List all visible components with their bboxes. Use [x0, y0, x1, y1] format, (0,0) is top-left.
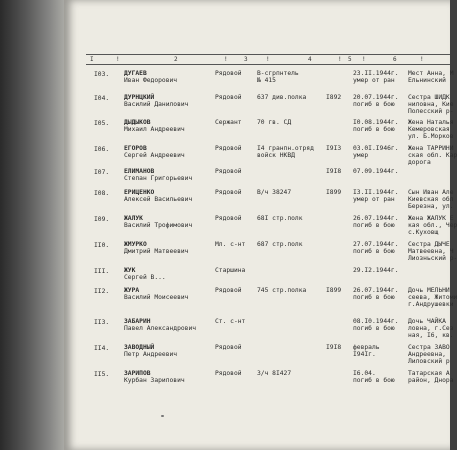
- unit: 70 гв. СД: [257, 119, 292, 126]
- relatives-line-2: Ельнинский: [408, 77, 446, 84]
- header-col-5: 5: [348, 56, 352, 63]
- header-col-2: 2: [174, 56, 178, 63]
- unit: 637 див.полка: [257, 94, 307, 101]
- table-row: [64, 189, 454, 215]
- row-number: II3.: [94, 319, 110, 326]
- header-col-4: 4: [308, 56, 312, 63]
- relatives-line-1: Жена ТАРРИНИ: [408, 145, 454, 152]
- given-name: Степан Григорьевич: [124, 175, 193, 182]
- given-name: Петр Андреевич: [124, 351, 178, 358]
- relatives-line-2: ловна, г.Сез: [408, 325, 454, 332]
- given-name: Сергей Андреевич: [124, 152, 185, 159]
- given-name: Алексей Васильевич: [124, 196, 193, 203]
- row-number: I09.: [94, 216, 110, 223]
- table-row: [64, 370, 454, 396]
- book-gutter: [0, 0, 64, 450]
- surname: ДЫДЫКОВ: [124, 119, 151, 126]
- relatives-line-2: Кемеровская: [408, 126, 450, 133]
- given-name: Василий Данилович: [124, 101, 189, 108]
- header-sep: !: [420, 56, 424, 63]
- rank: Рядовой: [215, 370, 242, 377]
- rank: Рядовой: [215, 70, 242, 77]
- relatives-line-3: с.Куховщ: [408, 229, 439, 236]
- relatives-line-1: Сын Иван Але: [408, 189, 454, 196]
- death-date: 03.0I.I946г.: [353, 145, 399, 152]
- death-date: 07.09.1944г.: [353, 168, 399, 175]
- relatives-line-3: Лиловский р: [408, 358, 450, 365]
- row-number: II4.: [94, 345, 110, 352]
- rank: Рядовой: [215, 145, 242, 152]
- table-row: [64, 119, 454, 145]
- death-date: I3.II.1944г.: [353, 189, 399, 196]
- birth-year: I899: [326, 189, 342, 196]
- surname: ЗАБАРИН: [124, 318, 151, 325]
- unit: 68I стр.полк: [257, 215, 303, 222]
- relatives-line-1: Дочь МЕЛЬНИ: [408, 287, 450, 294]
- relatives-line-2: район, Днора: [408, 377, 454, 384]
- rank: Мл. с-нт: [215, 241, 246, 248]
- death-cause: погиб в бою: [353, 101, 395, 108]
- relatives-line-2: Киевская обл: [408, 196, 454, 203]
- rank: Рядовой: [215, 168, 242, 175]
- ink-speck: [161, 415, 164, 417]
- unit: З/ч 8I427: [257, 370, 292, 377]
- surname: ДУРНЦКИЙ: [124, 94, 155, 101]
- relatives-line-3: ул. Б.Морков: [408, 133, 454, 140]
- relatives-line-3: ная, I6, кв.: [408, 332, 454, 339]
- rank: Сержант: [215, 119, 242, 126]
- given-name: Василий Моисеевич: [124, 294, 189, 301]
- given-name: Василий Трофимович: [124, 222, 193, 229]
- surname: ЕГОРОВ: [124, 145, 147, 152]
- unit: В/ч 38247: [257, 189, 292, 196]
- relatives-line-2: кая обл., Чер: [408, 222, 457, 229]
- row-number: I05.: [94, 120, 110, 127]
- row-number: I07.: [94, 169, 110, 176]
- table-row: [64, 94, 454, 120]
- relatives-line-2: ская обл. Кар: [408, 152, 457, 159]
- relatives-line-1: Жена Наталья: [408, 119, 454, 126]
- death-date: 26.07.1944г.: [353, 215, 399, 222]
- surname: ЖУК: [124, 267, 136, 274]
- birth-year: I899: [326, 287, 342, 294]
- relatives-line-1: Татарская А: [408, 370, 450, 377]
- relatives-line-3: Березна, ул.: [408, 203, 454, 210]
- surname: ЖУРА: [124, 287, 140, 294]
- relatives-line-2: сеева, Житоми: [408, 294, 457, 301]
- relatives-line-3: Полесский р-: [408, 108, 454, 115]
- row-number: I08.: [94, 190, 110, 197]
- given-name: Дмитрий Матвеевич: [124, 248, 189, 255]
- unit-line-2: войск НКВД: [257, 152, 295, 159]
- table-row: [64, 287, 457, 313]
- surname: ЗАРИПОВ: [124, 370, 151, 377]
- header-sep: !: [224, 56, 228, 63]
- unit: 687 стр.полк: [257, 241, 303, 248]
- rank: Ст. с-нт: [215, 318, 246, 325]
- surname: ЖАЛУК: [124, 215, 143, 222]
- surname: ДУГАЕВ: [124, 70, 147, 77]
- rank: Старшина: [215, 267, 246, 274]
- unit: I4 гранпн.отряд: [257, 145, 314, 152]
- relatives-line-3: дорога: [408, 159, 431, 166]
- death-cause: умер от ран: [353, 196, 395, 203]
- relatives-line-1: Дочь ЧАЙКА: [408, 318, 446, 325]
- table-row: [64, 241, 457, 267]
- death-cause: умер: [353, 152, 369, 159]
- given-name: Павел Александрович: [124, 325, 197, 332]
- header-sep: !: [362, 56, 366, 63]
- relatives-line-1: Сестра ДЫЧЕ: [408, 241, 450, 248]
- relatives-line-2: ниловна, Кие: [408, 101, 454, 108]
- death-date: 23.II.1944г.: [353, 70, 399, 77]
- relatives-line-3: г.Андрушевки: [408, 301, 454, 308]
- unit: 745 стр.полка: [257, 287, 307, 294]
- birth-year: I9I8: [326, 168, 342, 175]
- header-col-3: 3: [244, 56, 248, 63]
- death-date: февраль: [353, 344, 380, 351]
- table-row: [64, 215, 457, 241]
- relatives-line-1: Сестра ЗАВО: [408, 344, 450, 351]
- surname: ЕЛИМАНОВ: [124, 168, 155, 175]
- death-cause: погиб в бою: [353, 377, 395, 384]
- rank: Рядовой: [215, 189, 242, 196]
- given-name: Михаил Андреевич: [124, 126, 185, 133]
- row-number: I04.: [94, 95, 110, 102]
- row-number: I03.: [94, 71, 110, 78]
- birth-year: I9I8: [326, 344, 342, 351]
- given-name: Иван Федорович: [124, 77, 178, 84]
- relatives-line-1: Мест Анна, М: [408, 70, 454, 77]
- document-page: [64, 0, 457, 450]
- row-number: II5.: [94, 371, 110, 378]
- death-date: 20.07.1944г.: [353, 94, 399, 101]
- death-date: 27.07.1944г.: [353, 241, 399, 248]
- birth-year: I892: [326, 94, 342, 101]
- death-cause: погиб в бою: [353, 294, 395, 301]
- header-col-6: 6: [393, 56, 397, 63]
- row-number: II2.: [94, 288, 110, 295]
- row-number: II0.: [94, 242, 110, 249]
- relatives-line-3: Лиозньский р-: [408, 255, 457, 262]
- relatives-line-1: Жена ЖАЛУК Е: [408, 215, 454, 222]
- surname: ЖМУРКО: [124, 241, 147, 248]
- rank: Рядовой: [215, 287, 242, 294]
- header-col-1: I: [90, 56, 94, 63]
- death-cause: погиб в бою: [353, 248, 395, 255]
- rank: Рядовой: [215, 344, 242, 351]
- row-number: III.: [94, 268, 110, 275]
- death-date: I0.08.1944г.: [353, 119, 399, 126]
- birth-year: I9I3: [326, 145, 342, 152]
- given-name: Сергей В...: [124, 274, 166, 281]
- death-date: I6.04.: [353, 370, 376, 377]
- table-row: [64, 318, 454, 344]
- relatives-line-2: Андреевна,: [408, 351, 446, 358]
- table-row: [64, 344, 450, 370]
- given-name: Курбан Зарипович: [124, 377, 185, 384]
- unit: В-сгрпнтель: [257, 70, 299, 77]
- rank: Рядовой: [215, 215, 242, 222]
- header-sep: !: [116, 56, 120, 63]
- header-sep: !: [338, 56, 342, 63]
- header-sep: !: [266, 56, 270, 63]
- death-date: 26.07.1944г.: [353, 287, 399, 294]
- death-cause: погиб в бою: [353, 222, 395, 229]
- relatives-line-2: Матвеевна, Ч: [408, 248, 454, 255]
- death-cause: умер от ран: [353, 77, 395, 84]
- unit-line-2: № 415: [257, 77, 276, 84]
- surname: ЗАВОДНЫЙ: [124, 344, 155, 351]
- death-cause: I94Iг.: [353, 351, 376, 358]
- death-date: 29.I2.1944г.: [353, 267, 399, 274]
- row-number: I06.: [94, 146, 110, 153]
- table-header: [86, 54, 450, 65]
- surname: ЕРИЦЕНКО: [124, 189, 155, 196]
- death-date: 08.I0.1944г.: [353, 318, 399, 325]
- rank: Рядовой: [215, 94, 242, 101]
- table-row: [64, 70, 454, 96]
- relatives-line-1: Сестра ШИДК: [408, 94, 450, 101]
- death-cause: погиб в бою: [353, 126, 395, 133]
- death-cause: погиб в бою: [353, 325, 395, 332]
